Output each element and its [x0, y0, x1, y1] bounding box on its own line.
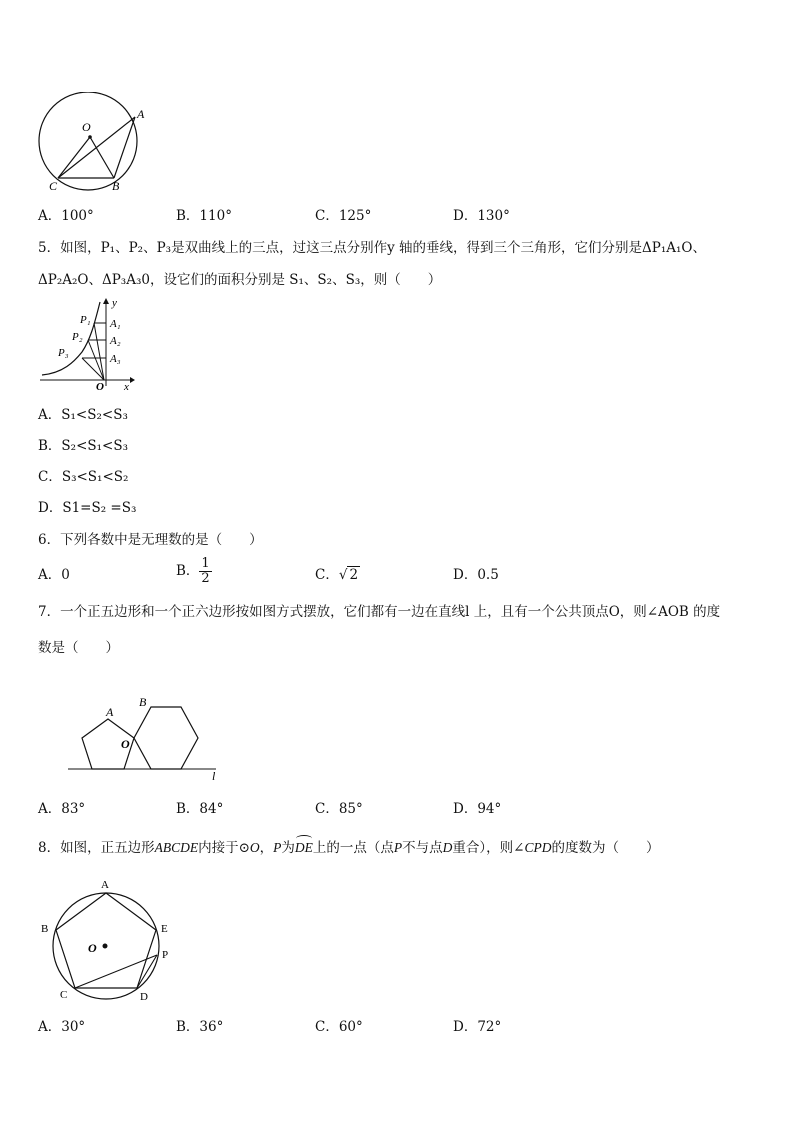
- q4-label-o: O: [82, 120, 91, 134]
- q4-label-b: B: [112, 179, 120, 193]
- q7-label-b: B: [139, 695, 147, 709]
- q6-option-b-prefix: B．: [176, 563, 200, 579]
- q6-option-d: D．0.5: [453, 567, 499, 583]
- q8-label-d: D: [140, 991, 148, 1003]
- q4-option-a: A．100°: [38, 208, 94, 224]
- q5-label-p2: P₂: [72, 331, 83, 343]
- q8-figure: [36, 876, 176, 1006]
- q8-arc-icon: [296, 835, 312, 842]
- q8-stem-p: P: [273, 840, 282, 855]
- q5-option-b: B．S₂<S₁<S₃: [38, 438, 129, 454]
- q7-option-d: D．94°: [453, 801, 502, 817]
- q8-arc-label: DE: [294, 840, 313, 855]
- q5-option-d: D．S1=S₂ =S₃: [38, 500, 137, 516]
- q5-stem-line1: 5．如图，P₁、P₂、P₃是双曲线上的三点，过这三点分别作y 轴的垂线，得到三个三角形，它们分别是ΔP₁A₁O、: [38, 240, 706, 256]
- q5-hyperbola: [42, 302, 100, 375]
- q4-circle: [39, 92, 137, 190]
- q8-stem-p2: P: [393, 840, 403, 855]
- q8-stem-arc-de: [295, 836, 313, 858]
- q8-label-c: C: [60, 989, 68, 1001]
- q8-stem-text-4: 为: [281, 840, 295, 856]
- q8-stem-o: O: [249, 840, 260, 855]
- q5-seg-p2o: [88, 340, 104, 380]
- q8-stem-d: D: [442, 840, 453, 855]
- q4-option-d: D．130°: [453, 208, 510, 224]
- q8-stem-cpd: CPD: [524, 840, 552, 855]
- q8-stem-text-2: 内接于⊙: [198, 840, 250, 856]
- q8-center-dot: [103, 944, 108, 949]
- q7-label-a: A: [106, 705, 114, 719]
- q4-label-c: C: [49, 179, 58, 193]
- q8-label-a: A: [101, 879, 109, 891]
- q8-stem-text-7: 重合），则∠: [452, 840, 525, 856]
- q8-stem-text-1: 8．如图，正五边形: [38, 840, 155, 856]
- q6-option-b-fraction: [199, 557, 211, 586]
- q8-line-dp: [137, 955, 157, 988]
- q4-line-ba: [114, 117, 135, 178]
- q6-fraction-numerator: 1: [201, 556, 210, 571]
- q6-option-a: A．0: [38, 567, 70, 583]
- q8-stem-text-8: 的度数为（ ）: [551, 840, 660, 856]
- q5-label-p1: P₁: [80, 314, 91, 326]
- q5-label-o: O: [96, 381, 104, 392]
- q5-option-c: C．S₃<S₁<S₂: [38, 469, 129, 485]
- q6-fraction-denominator: 2: [201, 571, 210, 586]
- q4-line-ca: [58, 117, 135, 178]
- q7-figure: [66, 692, 226, 784]
- q5-label-a2: A₂: [110, 335, 121, 347]
- q8-stem: [38, 836, 659, 858]
- q8-stem-text-3: ，: [259, 840, 274, 856]
- q7-stem-line1: 7．一个正五边形和一个正六边形按如图方式摆放，它们都有一边在直线l 上，且有一个公共顶点O，则∠AOB 的度: [38, 604, 721, 620]
- q4-line-oc: [58, 137, 90, 178]
- q4-option-b: B．110°: [176, 208, 232, 224]
- q6-stem: 6．下列各数中是无理数的是（ ）: [38, 532, 263, 548]
- q7-option-c: C．85°: [315, 801, 363, 817]
- q8-option-b: B．36°: [176, 1019, 224, 1035]
- q7-stem-line2: 数是（ ）: [38, 640, 119, 656]
- q8-label-o: O: [88, 941, 97, 955]
- q6-option-b: [176, 557, 212, 586]
- q5-label-x: x: [124, 381, 129, 392]
- q5-figure: [38, 296, 138, 392]
- q6-sqrt-radicand: 2: [349, 567, 359, 583]
- q6-option-c-prefix: C．: [315, 567, 339, 583]
- q4-figure: [30, 92, 155, 200]
- q6-sqrt: [339, 565, 360, 585]
- q4-label-a: A: [137, 107, 145, 121]
- q8-label-e: E: [161, 923, 168, 935]
- q8-stem-text-6: 不与点: [402, 840, 443, 856]
- q4-option-c: C．125°: [315, 208, 372, 224]
- q8-stem-abcde: ABCDE: [154, 840, 199, 855]
- q7-option-b: B．84°: [176, 801, 224, 817]
- q8-stem-text-5: 上的一点（点: [312, 840, 394, 856]
- q8-option-d: D．72°: [453, 1019, 502, 1035]
- q5-x-arrow: [130, 377, 135, 383]
- q5-label-a3: A₃: [110, 353, 121, 365]
- q8-option-a: A．30°: [38, 1019, 86, 1035]
- q5-label-p3: P₃: [58, 347, 69, 359]
- q5-label-y: y: [112, 297, 117, 309]
- q7-label-o: O: [121, 737, 130, 751]
- q5-y-arrow: [103, 298, 109, 304]
- q6-sqrt-sign-icon: √: [338, 567, 348, 583]
- q5-stem-line2: ΔP₂A₂O、ΔP₃A₃0，设它们的面积分别是 S₁、S₂、S₃，则（ ）: [38, 272, 442, 288]
- q6-option-c: [315, 565, 360, 585]
- q7-option-a: A．83°: [38, 801, 86, 817]
- q5-label-a1: A₁: [110, 318, 121, 330]
- q7-hexagon: [134, 707, 198, 769]
- q8-option-c: C．60°: [315, 1019, 363, 1035]
- q8-pentagon: [56, 893, 156, 988]
- q4-point-o: [88, 135, 92, 139]
- q8-label-b: B: [41, 923, 49, 935]
- q7-label-l: l: [212, 769, 216, 783]
- q5-option-a: A．S₁<S₂<S₃: [38, 407, 128, 423]
- q8-label-p: P: [162, 949, 169, 961]
